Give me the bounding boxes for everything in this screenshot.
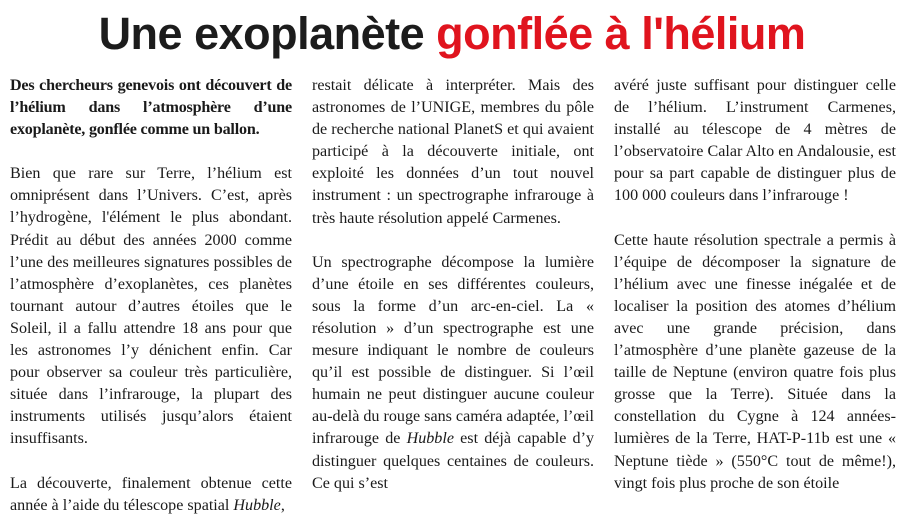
text-run: est déjà capable d’y distinguer quelques centaines de couleurs. Ce qui s’est: [312, 430, 594, 492]
article-paragraph: [10, 473, 292, 517]
article-column-3: [614, 75, 896, 492]
article-column-2: [312, 75, 594, 492]
article-paragraph: avéré juste suffisant pour distinguer celle de l’hélium. L’instrument Carmenes, installé au télescope de 4 mètres de l’observatoire Calar Alto en Andalousie, est pour sa part capable de distinguer plus de 100 000 couleurs dans l’infrarouge !: [614, 77, 896, 205]
text-run: ,: [280, 496, 285, 514]
text-run: Un spectrographe décompose la lumière d’une étoile en ses différentes couleurs, sous la forme d’un arc-en-ciel. La « résolution » d’un spectrographe est une mesure indiquant le nombre de couleurs qu’il est possible de distinguer. Si l’œil humain ne peut distinguer aucune couleur au-delà du rouge sans caméra adaptée, l’œil infrarouge de: [312, 253, 594, 448]
article-paragraph: Cette haute résolution spectrale a permis à l’équipe de décomposer la signature de l’hélium avec une finesse inégalée et de localiser la position des atomes d’hélium avec une grande précision, dans l’atmosphère d’une planète gazeuse de la taille de Neptune (environ quatre fois plus grosse que la Terre). Située dans la constellation du Cygne à 124 années-lumières de la Terre, HAT-P-11b est une « Neptune tiède » (550°C tout de même!), vingt fois plus proche de son étoile: [614, 231, 896, 492]
headline-part-dark: Une exoplanète: [98, 8, 437, 59]
headline: [0, 6, 904, 62]
article-paragraph: restait délicate à interpréter. Mais des astronomes de l’UNIGE, membres du pôle de recherche national PlanetS et qui avaient participé à la découverte initiale, ont exploité les données d’un tout nouvel instrument : un spectrographe infrarouge à très haute résolution appelé Carmenes.: [312, 77, 594, 227]
headline-part-red: gonflée à l'hélium: [436, 8, 806, 59]
article-paragraph: [312, 252, 594, 495]
hubble-italic: Hubble: [406, 430, 454, 448]
article-columns: [10, 75, 896, 514]
article-lede: Des chercheurs genevois ont découvert de l’hélium dans l’atmosphère d’une exoplanète, gonflée comme un ballon.: [10, 77, 292, 139]
article-paragraph: Bien que rare sur Terre, l’hélium est omniprésent dans l’Univers. C’est, après l’hydrogène, l'élément le plus abondant. Prédit au début des années 2000 comme l’une des meilleures signatures possibles de l’atmosphère d’exoplanètes, ces planètes tournant autour d’autres étoiles que le Soleil, il a fallu attendre 18 ans pour que les astronomes l’y dénichent enfin. Car pour observer sa couleur très particulière, située dans l’infrarouge, la plupart des instruments utilisés jusqu’alors étaient insuffisants.: [10, 165, 292, 448]
text-run: La découverte, finalement obtenue cette année à l’aide du télescope spatial: [10, 474, 292, 514]
article-column-1: [10, 75, 292, 514]
hubble-italic: Hubble: [233, 496, 281, 514]
